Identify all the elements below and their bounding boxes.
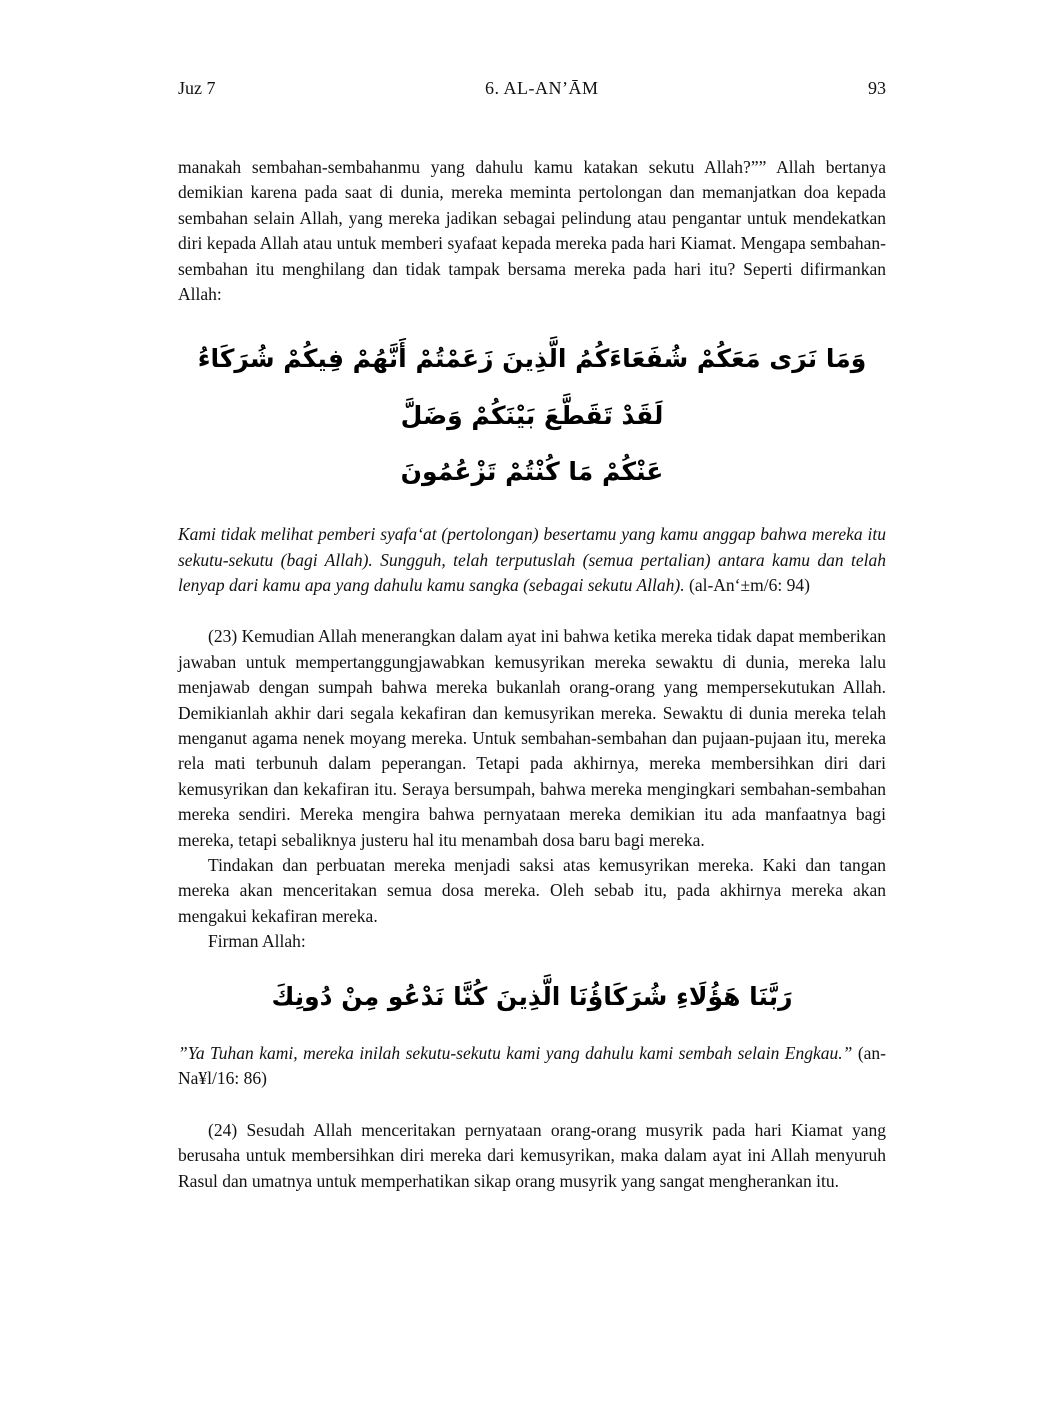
translation-1-text: Kami tidak melihat pemberi syafa‘at (pertolongan) besertamu yang kamu anggap bahwa mereka itu sekutu-sekutu (bagi Allah). Sungguh, telah terputuslah (semua pertalian) antara kamu dan telah lenyap dari kamu apa yang dahulu kamu sangka (sebagai sekutu Allah). — [178, 524, 886, 595]
paragraph-24: (24) Sesudah Allah menceritakan pernyataan orang-orang musyrik pada hari Kiamat yang berusaha untuk membersihkan diri mereka dari kemusyrikan, maka dalam ayat ini Allah menyuruh Rasul dan umatnya untuk memperhatikan sikap orang musyrik yang sangat mengherankan itu. — [178, 1119, 886, 1191]
translation-1-reference: (al-An‘±m/6: 94) — [689, 575, 810, 595]
page-header — [178, 78, 886, 99]
header-juz-label: Juz 7 — [178, 78, 216, 98]
arabic-verse-an-nahl-86: رَبَّنَا هَؤُلَاءِ شُرَكَاؤُنَا الَّذِينَ كُنَّا نَدْعُو مِنْ دُونِكَ — [271, 981, 793, 1011]
page-body — [178, 155, 886, 1194]
paragraph-intro: manakah sembahan-sembahanmu yang dahulu kamu katakan sekutu Allah?”” Allah bertanya demikian karena pada saat di dunia, mereka meminta pertolongan dan memanjatkan doa kepada sembahan selain Allah, yang mereka jadikan sebagai pelindung atau pengantar untuk mendekatkan diri kepada Allah atau untuk memberi syafaat kepada mereka pada hari Kiamat. Mengapa sembahan-sembahan itu menghilang dan tidak tampak bersama mereka pada hari itu? Seperti difirmankan Allah: — [178, 157, 886, 305]
paragraph-firman-allah: Firman Allah: — [208, 931, 306, 952]
arabic-verse-1-line-2: عَنْكُمْ مَا كُنْتُمْ تَزْعُمُونَ — [400, 456, 664, 486]
translation-2-reference: (an-Na¥l/16: 86) — [178, 1042, 886, 1089]
arabic-verse-1-line-1: وَمَا نَرَى مَعَكُمْ شُفَعَاءَكُمُ الَّذِينَ زَعَمْتُمْ أَنَّهُمْ فِيكُمْ شُرَكَاءُ لَقَدْ تَقَطَّعَ بَيْنَكُمْ وَضَلَّ — [197, 344, 867, 430]
paragraph-23: (23) Kemudian Allah menerangkan dalam ayat ini bahwa ketika mereka tidak dapat memberikan jawaban untuk mempertanggungjawabkan kemusyrikan mereka sewaktu di dunia, mereka lalu menjawab dengan sumpah bahwa mereka bukanlah orang-orang yang mempersekutukan Allah. Demikianlah akhir dari segala kekafiran dan kemusyrikan mereka. Sewaktu di dunia mereka telah menganut agama nenek moyang mereka. Untuk sembahan-sembahan dan pujaan-pujaan itu, mereka rela mati terbunuh dalam peperangan. Tetapi pada akhirnya, mereka membersihkan diri dari kemusyrikan dan kekafiran itu. Seraya bersumpah, bahwa mereka mengingkari sembahan-sembahan mereka sendiri. Mereka mengira bahwa pernyataan mereka demikian itu ada manfaatnya bagi mereka, tetapi sebaliknya justeru hal itu menambah dosa baru bagi mereka. — [178, 626, 886, 850]
paragraph-tindakan: Tindakan dan perbuatan mereka menjadi saksi atas kemusyrikan mereka. Kaki dan tangan mereka akan menceritakan semua dosa mereka. Oleh sebab itu, pada akhirnya mereka akan mengakui kekafiran mereka. — [178, 855, 886, 926]
translation-2-text: ”Ya Tuhan kami, mereka inilah sekutu-sekutu kami yang dahulu kami sembah selain Engkau.” — [178, 1042, 853, 1063]
header-surah-title: 6. AL-AN’ĀM — [485, 78, 599, 98]
header-page-number: 93 — [868, 78, 886, 98]
translation-al-anam-94 — [178, 522, 886, 598]
arabic-verse-al-anam-94 — [178, 331, 886, 500]
translation-an-nahl-86 — [178, 1041, 886, 1092]
